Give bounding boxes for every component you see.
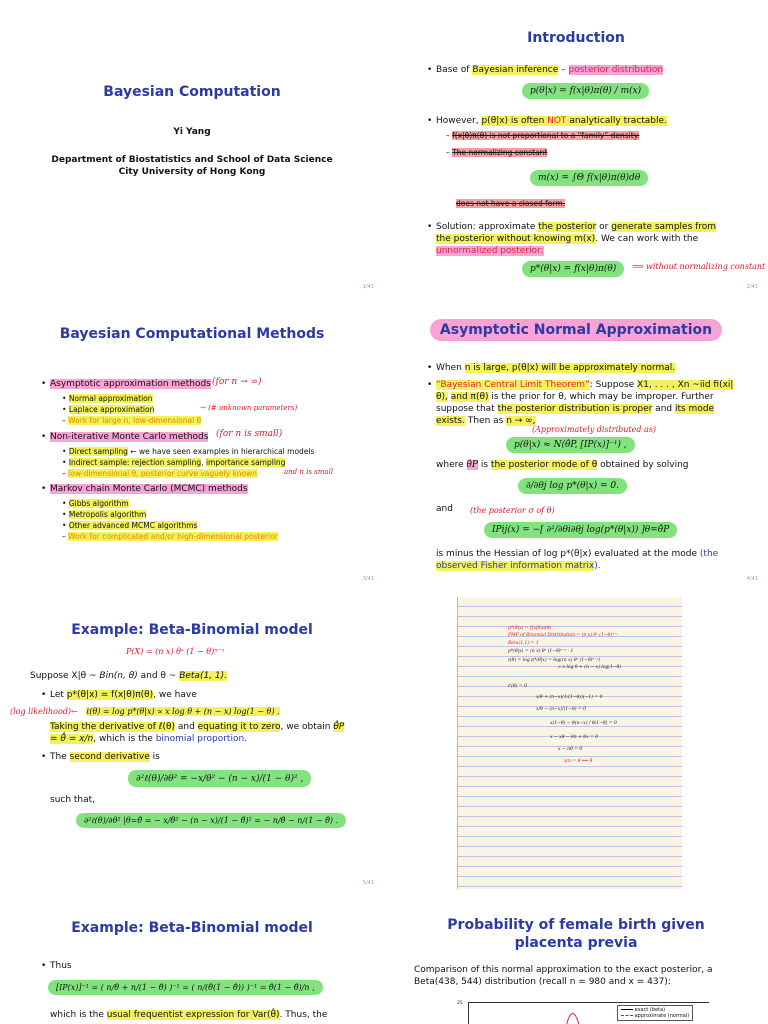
highlight: NOT	[547, 116, 567, 126]
text: ← we have seen examples in hierarchical models	[127, 447, 315, 456]
text: is	[149, 752, 160, 762]
strike: The normalizing constant	[452, 148, 548, 157]
text: Suppose X|θ ~	[30, 671, 100, 681]
strike: f(x|θ)π(θ) is not proportional to a “family” density.	[452, 131, 640, 140]
highlight: the posterior mode of θ	[490, 460, 598, 470]
highlight: θ̂P	[466, 460, 478, 470]
text: and	[174, 722, 198, 732]
highlight: Work for complicated and/or high-dimensional posterior	[68, 532, 278, 541]
text: is the prior for θ, which may be improper. Further suppose that	[436, 392, 714, 414]
sub-complicated: – Work for complicated and/or high-dimensional posterior	[62, 532, 278, 541]
page-number: 1/41	[362, 284, 374, 290]
equation-mode: ∂/∂θj log p*(θ|x) = 0.	[518, 478, 627, 494]
slide-title-heading: Bayesian Computation	[103, 84, 281, 100]
loglik-equation: ℓ(θ) = log p*(θ|x) ∝ x log θ + (n − x) log(1 − θ) .	[86, 707, 280, 716]
highlight: generate samples from the posterior without knowing m(x)	[436, 222, 717, 244]
bullet-1	[436, 64, 756, 76]
plot-area	[457, 1001, 709, 1024]
handwritten-note: → (# unknown parameters)	[200, 404, 298, 412]
sub-gibbs: • Gibbs algorithm	[62, 499, 129, 508]
text: The	[50, 752, 70, 762]
highlight: usual frequentist expression for Var(θ̂)	[106, 1010, 280, 1020]
highlight: n → ∞,	[506, 416, 536, 426]
page-number: 4/41	[746, 576, 758, 582]
note-line: PMF of Binomial Distribution = (n x) θˣ (1−θ)ⁿ⁻ˣ	[508, 633, 618, 638]
highlight: Asymptotic approximation methods	[50, 379, 211, 389]
highlight: Non-iterative Monte Carlo methods	[50, 432, 209, 442]
highlight: observed Fisher information matrix	[436, 561, 595, 571]
equation-second-derivative: ∂²ℓ(θ)/∂θ² = −x/θ² − (n − x)/(1 − θ)² ,	[128, 770, 311, 787]
highlight: Gibbs algorithm	[68, 499, 129, 508]
legend-approx	[621, 1013, 689, 1019]
affiliation-2: City University of Hong Kong	[118, 167, 266, 177]
equation-normalizing: m(x) = ∫Θ f(x|θ)π(θ)dθ	[530, 170, 648, 186]
page-number: 2/41	[746, 284, 758, 290]
sub-normal-approx: • Normal approximation	[62, 394, 153, 403]
bullet-2	[436, 115, 756, 127]
highlight: analytically tractable.	[566, 116, 667, 126]
text: When	[436, 363, 465, 373]
text: and	[652, 404, 675, 414]
highlight: Metropolis algorithm	[68, 510, 147, 519]
bullet-2	[436, 379, 736, 427]
text: Let	[50, 690, 67, 700]
slide-beta-binomial	[0, 590, 384, 894]
text: However,	[436, 116, 482, 126]
handwritten-note: ⟹ without normalizing constant	[632, 262, 766, 271]
text: . Thus, the	[279, 1010, 328, 1020]
equation-normal-approx: p(θ|x) ≈ N(θ̂P, [IP(x)]⁻¹) ,	[506, 437, 635, 453]
y-tick-label: 25	[457, 1001, 463, 1006]
legend-label: exact (beta)	[634, 1007, 666, 1013]
handwritten-log-likelihood: (log likelihood)←	[10, 707, 78, 716]
highlight: posterior distribution	[568, 65, 664, 75]
slide-placenta-previa	[384, 894, 768, 1024]
note-line: Beta(1,1) = 1	[508, 641, 539, 646]
handwritten-notes-page	[457, 597, 682, 889]
text: where	[436, 460, 467, 470]
text: , we obtain	[280, 722, 331, 732]
highlight: its mode exists.	[436, 404, 715, 426]
highlight: Normal approximation	[68, 394, 153, 403]
text: Then as	[464, 416, 507, 426]
highlight: X1, . . . , Xn ~iid fi(xi|θ),	[436, 380, 734, 402]
heading-text: Asymptotic Normal Approximation	[430, 319, 722, 341]
highlight: Indirect sample:	[68, 458, 132, 467]
highlight: n is large, p(θ|x) will be approximately normal.	[464, 363, 676, 373]
text: .	[244, 734, 248, 744]
note-line: ∝ x log θ + (n − x) log(1−θ)	[558, 665, 622, 670]
slide-heading: Example: Beta-Binomial model	[71, 920, 313, 936]
slide-beta-binomial-2	[0, 894, 384, 1024]
sub-direct-sampling: • Direct sampling ← we have seen examples in hierarchical models	[62, 447, 315, 456]
equation-fisher: IPij(x) = −[ ∂²/∂θi∂θj log(p*(θ|x)) ]θ=θ̂P	[484, 522, 677, 538]
highlight: importance sampling	[205, 458, 286, 467]
page-number: 5/41	[362, 880, 374, 886]
bullet-mcmc	[50, 483, 248, 495]
note-line: x/θ + (n−x)(1/(1−θ))(−1) = 0	[536, 695, 603, 700]
highlight: and π(θ)	[450, 392, 489, 402]
slide-heading: Introduction	[527, 30, 625, 46]
equation-unnormalized: p*(θ|x) = f(x|θ)π(θ)	[522, 261, 624, 277]
note-line: p*(θ|x) = f(x|θ)π(θ)	[508, 626, 552, 631]
last-text	[436, 548, 746, 572]
text: (the	[699, 549, 719, 559]
text: : Suppose	[589, 380, 638, 390]
highlight: Work for large n, low-dimensional θ	[68, 416, 202, 425]
affiliation-1: Department of Biostatistics and School of Data Science	[51, 155, 333, 165]
slide-introduction	[384, 0, 768, 298]
handwritten-pmf: P(X) = (n x) θˣ (1 − θ)ⁿ⁻ˣ	[126, 647, 225, 656]
sub-large-n: – Work for large n, low-dimensional θ	[62, 416, 202, 425]
and-word: and	[436, 504, 453, 514]
text: is	[478, 460, 491, 470]
slide-computational-methods	[0, 298, 384, 590]
note-line: x − nθ = 0	[558, 747, 583, 752]
sub-bullet-2: – The normalizing constant	[446, 148, 548, 157]
handwritten-note: (Approximately distributed as)	[532, 425, 657, 434]
slide-heading: Example: Beta-Binomial model	[71, 622, 313, 638]
equation-evaluated: ∂²ℓ(θ)/∂θ² |θ=θ̂ = − x/θ̂² − (n − x)/(1 − θ̂)² = − n/θ̂ − n/(1 − θ̂) .	[76, 813, 346, 828]
text: Solution: approximate	[436, 222, 539, 232]
note-line: x(1−θ) − θ(n−x) / θ(1−θ) = 0	[550, 721, 617, 726]
highlight: the posterior distribution is proper	[497, 404, 653, 414]
bullet-3	[436, 221, 732, 257]
highlight: Taking the derivative of ℓ(θ)	[50, 722, 175, 732]
handwritten-note: (the posterior σ of θ)	[470, 506, 555, 515]
page-number: 3/41	[362, 576, 374, 582]
text: obtained by solving	[597, 460, 689, 470]
highlight: low-dimensional θ, posterior curve vaguely known	[68, 469, 257, 478]
note-line: x/n = θ ⟹ θ̂	[564, 759, 593, 764]
text: , we have	[153, 690, 197, 700]
slide-heading: Probability of female birth given placenta previa	[447, 917, 705, 951]
suppose-text	[30, 671, 227, 681]
text: binomial proportion	[155, 734, 245, 744]
sub-bullet-1: – f(x|θ)π(θ) is not proportional to a “family” density.	[446, 131, 640, 140]
highlight: Laplace approximation	[68, 405, 155, 414]
equation-posterior: p(θ|x) = f(x|θ)π(θ) / m(x)	[522, 83, 649, 99]
equation-inverse-fisher: [IP(x)]⁻¹ = ( n/θ̂ + n/(1 − θ̂) )⁻¹ = ( n/(θ̂(1 − θ̂)) )⁻¹ = θ̂(1 − θ̂)/n ,	[48, 980, 323, 995]
author-name: Yi Yang	[173, 127, 211, 137]
bullet-thus: • Thus	[50, 960, 72, 972]
highlight: rejection sampling	[131, 458, 202, 467]
highlight: second derivative	[69, 752, 150, 762]
bullet-noniterative	[50, 431, 208, 443]
highlight: Markov chain Monte Carlo (MCMC) methods	[50, 484, 248, 494]
highlight: θ̂P = θ̂ = x/n	[50, 722, 345, 744]
where-text	[436, 460, 689, 470]
text: which is the	[50, 1010, 107, 1020]
text: is minus the Hessian of log p*(θ|x) evaluated at the mode	[436, 549, 700, 559]
highlight: “Bayesian Central Limit Theorem”	[436, 380, 590, 390]
slide-title	[0, 0, 384, 298]
note-line: p*(θ|x) = (n x) θˣ (1−θ)ⁿ⁻ˣ · 1	[508, 649, 574, 654]
text: ).	[594, 561, 601, 571]
comparison-text: Comparison of this normal approximation to the exact posterior, a Beta(438, 544) distribution (recall n = 980 and x = 437):	[414, 965, 713, 987]
text: . We can work with the	[595, 234, 699, 244]
text: –	[558, 65, 569, 75]
text: , which is the	[93, 734, 156, 744]
such-that: such that,	[50, 795, 96, 805]
highlight: the posterior	[538, 222, 597, 232]
legend	[617, 1005, 693, 1021]
note-line: x/θ − (n−x)/(1−θ) = 0	[536, 707, 586, 712]
legend-label: approximate (normal)	[634, 1013, 690, 1019]
highlight: Bayesian inference	[472, 65, 559, 75]
text: ,	[201, 458, 206, 467]
highlight: equating it to zero	[197, 722, 281, 732]
sub-indirect-sample: • Indirect sample: rejection sampling, importance sampling	[62, 458, 286, 467]
derivative-text	[50, 721, 350, 745]
sub-metropolis: • Metropolis algorithm	[62, 510, 147, 519]
bullet-1	[436, 362, 756, 374]
slide-heading	[384, 322, 768, 338]
highlight: p(θ|x) is often	[481, 116, 548, 126]
strike: does not have a closed form.	[456, 199, 566, 208]
highlight: unnormalized posterior:	[436, 246, 544, 256]
bullet-asymptotic	[50, 378, 211, 390]
note-line: ℓ'(θ) = 0	[508, 684, 527, 689]
frequentist-text	[50, 1010, 327, 1020]
note-line: x − xθ − θn + θx = 0	[550, 735, 599, 740]
slide-asymptotic-normal	[384, 298, 768, 590]
highlight: p*(θ|x) = f(x|θ)π(θ)	[66, 690, 154, 700]
sub-low-dimensional: – low-dimensional θ, posterior curve vaguely known	[62, 469, 257, 478]
sub-bullet-2-end	[456, 199, 565, 209]
bullet-1	[50, 689, 197, 701]
note-line: ℓ(θ) = log p*(θ|x) = log((n x) θˣ (1−θ)ⁿ⁻ˣ)	[508, 658, 600, 663]
highlight: Beta(1, 1).	[179, 671, 227, 681]
slide-heading: Bayesian Computational Methods	[59, 326, 325, 342]
bullet-2	[50, 751, 160, 763]
text: or	[596, 222, 612, 232]
sub-advanced-mcmc: • Other advanced MCMC algorithms	[62, 521, 198, 530]
text: Bin(n, θ)	[99, 671, 138, 681]
text: and θ ~	[137, 671, 180, 681]
text: Base of	[436, 65, 473, 75]
highlight: Other advanced MCMC algorithms	[68, 521, 198, 530]
handwritten-note: (for n is small)	[216, 429, 283, 439]
sub-laplace-approx: • Laplace approximation	[62, 405, 155, 414]
handwritten-note: and n is small	[284, 468, 334, 476]
handwritten-note: (for n → ∞)	[212, 377, 262, 387]
highlight: Direct sampling	[68, 447, 128, 456]
